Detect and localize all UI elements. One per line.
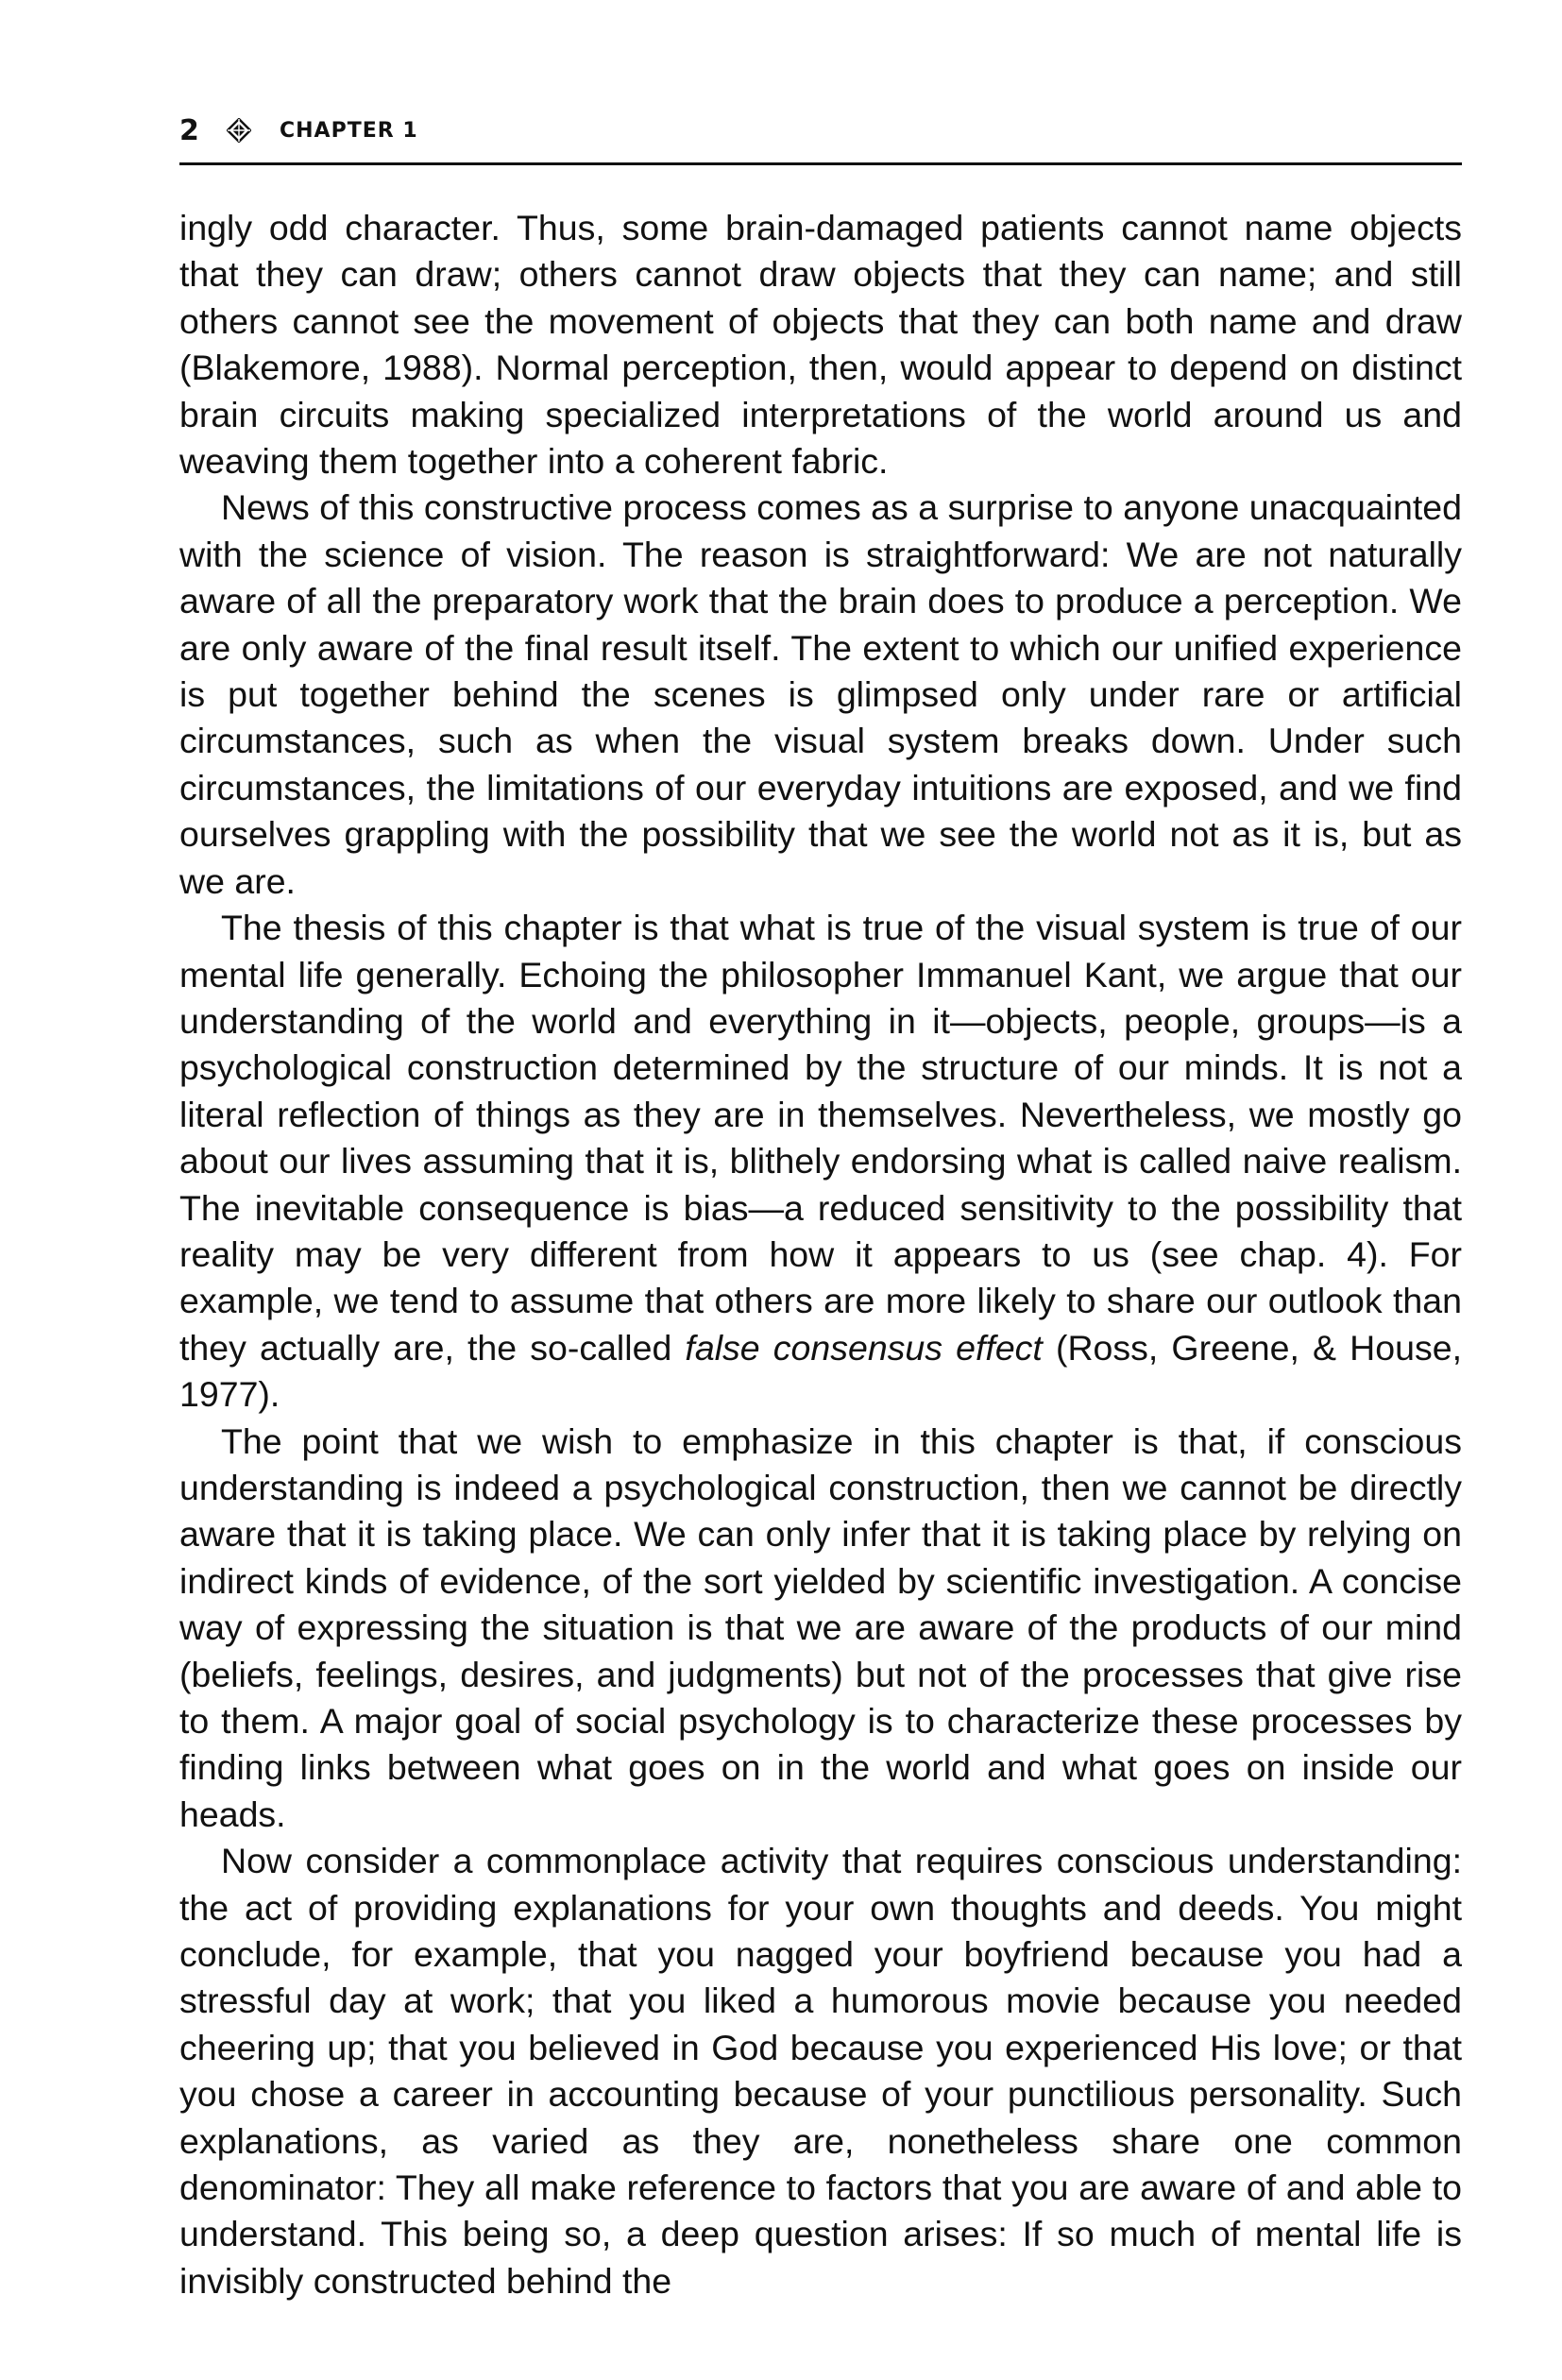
- paragraph: The point that we wish to emphasize in this chapter is that, if conscious understanding is indeed a psychological construction, then we cannot be directly aware that it is taking place. We can only infer that it is taking place by relying on indirect kinds of evidence, of the sort yielded by scientific investigation. A concise way of expressing the situation is that we are aware of the products of our mind (beliefs, feelings, desires, and judgments) but not of the processes that give rise to them. A major goal of social psychology is to characterize these processes by finding links between what goes on in the world and what goes on inside our heads.: [179, 1420, 1462, 1834]
- emphasized-term: false consensus effect: [685, 1327, 1043, 1368]
- diamond-ornament-icon: [227, 118, 251, 143]
- paragraph-text: The thesis of this chapter is that what is true of the visual system is true of our mental life generally. Echoing the philosopher Immanuel Kant, we argue that our understanding of the world and everything in it—objects, people, groups—is a psychological construction determined by the structure of our minds. It is not a literal reflection of things as they are in themselves. Nevertheless, we mostly go about our lives assuming that it is, blithely endorsing what is called naive realism. The inevitable consequence is bias—a reduced sensitivity to the possibility that reality may be very different from how it appears to us (see chap. 4). For example, we tend to assume that others are more likely to share our outlook than they actually are, the so-called: [179, 908, 1462, 1368]
- paragraph: [179, 905, 1462, 1418]
- book-page: [179, 111, 1462, 2304]
- page-number: 2: [179, 113, 199, 147]
- paragraph-continued: ingly odd character. Thus, some brain-damaged patients cannot name objects that they can draw; others cannot draw objects that they can name; and still others cannot see the movement of objects that they can both name and draw (Blakemore, 1988). Normal perception, then, would appear to depend on distinct brain circuits making specialized interpretations of the world around us and weaving them together into a coherent fabric.: [179, 208, 1462, 482]
- paragraph: Now consider a commonplace activity that requires conscious understanding: the act of providing explanations for your own thoughts and deeds. You might conclude, for example, that you nagged your boyfriend because you had a stressful day at work; that you liked a humorous movie because you needed cheering up; that you believed in God because you experienced His love; or that you chose a career in accounting because of your punctilious personality. Such explanations, as varied as they are, nonetheless share one common denominator: They all make reference to factors that you are aware of and able to understand. This being so, a deep question arises: If so much of mental life is invisibly constructed behind the: [179, 1841, 1462, 2301]
- paragraph-text: (Ross, Greene, & House, 1977).: [179, 1327, 1462, 1415]
- chapter-label: CHAPTER 1: [280, 118, 418, 143]
- header-rule: [179, 162, 1462, 165]
- body-text: [179, 205, 1462, 2304]
- paragraph: News of this constructive process comes as a surprise to anyone unacquainted with the science of vision. The reason is straightforward: We are not naturally aware of all the preparatory work that the brain does to produce a perception. We are only aware of the final result itself. The extent to which our unified experience is put together behind the scenes is glimpsed only under rare or artificial circumstances, such as when the visual system breaks down. Under such circumstances, the limitations of our everyday intuitions are exposed, and we find ourselves grappling with the possibility that we see the world not as it is, but as we are.: [179, 487, 1462, 901]
- running-head: [179, 111, 1462, 149]
